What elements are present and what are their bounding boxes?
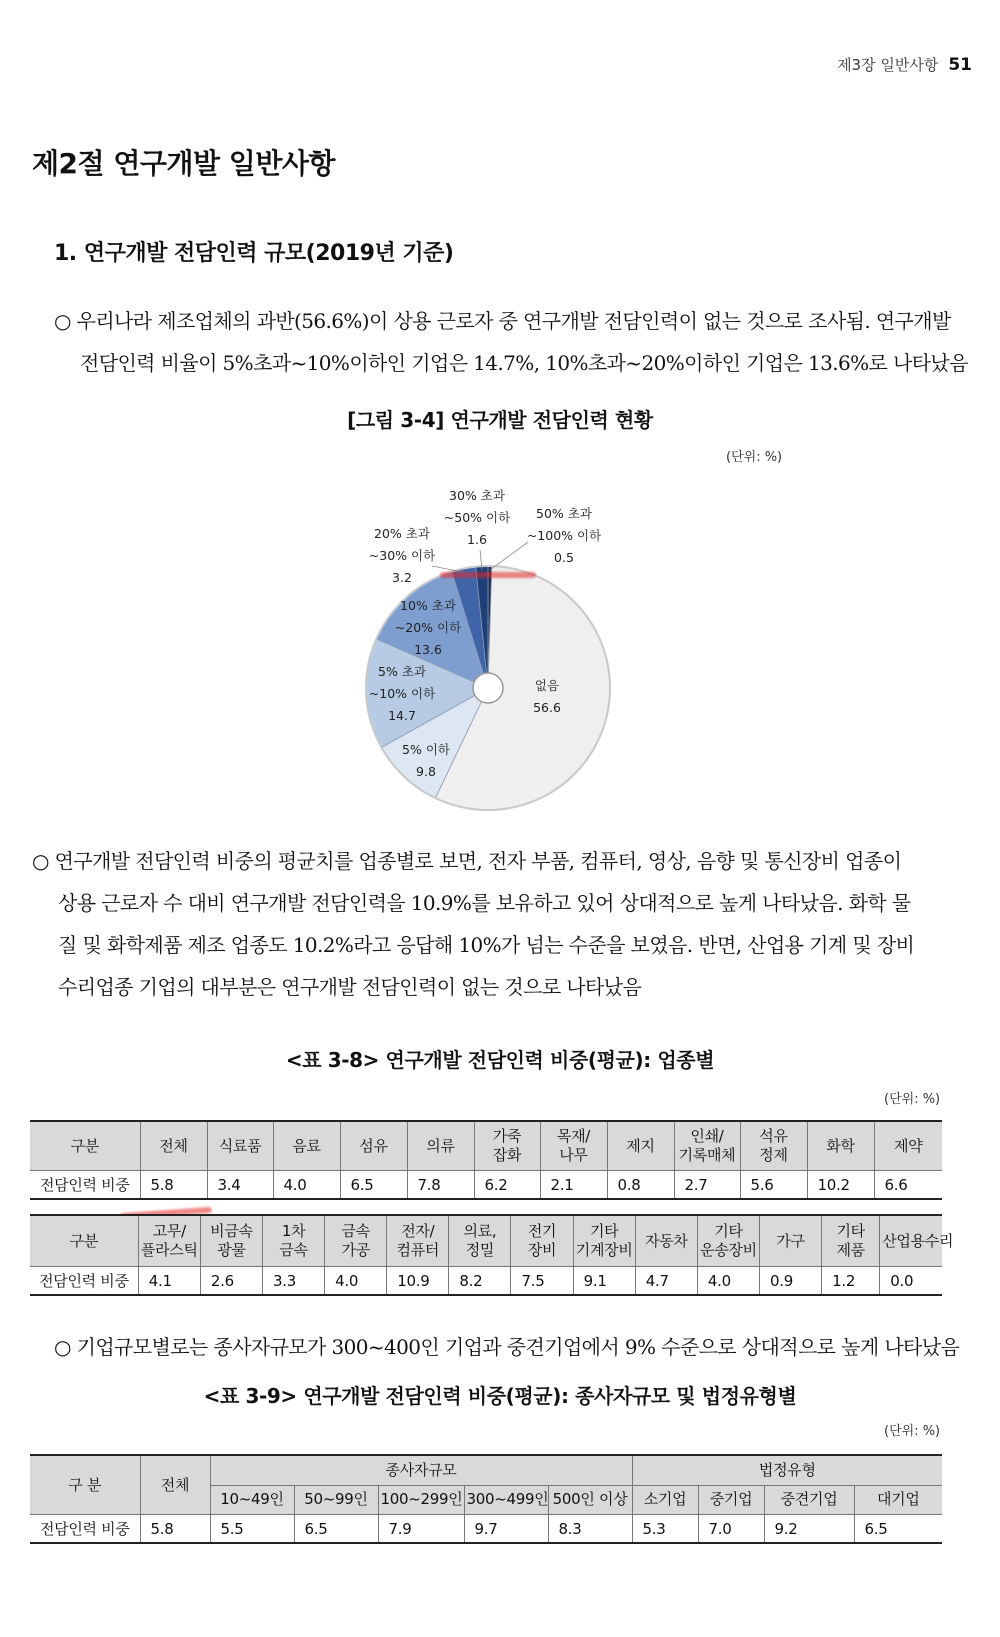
table-value-cell: 7.5	[511, 1267, 573, 1296]
pie-chart	[340, 478, 640, 838]
table-header-cell: 50~99인	[294, 1485, 378, 1515]
table-header-cell: 비금속 광물	[200, 1215, 262, 1267]
table-header-cell: 대기업	[854, 1485, 942, 1515]
pie-slice-label: 50% 초과 ~100% 이하 0.5	[526, 506, 602, 565]
table-header-cell: 의류	[407, 1121, 474, 1171]
pie-center-hole	[473, 673, 503, 703]
table-value-cell: 5.8	[140, 1171, 207, 1200]
table-value-cell: 3.4	[207, 1171, 273, 1200]
table-header-cell: 음료	[273, 1121, 340, 1171]
table-3-9-caption: <표 3-9> 연구개발 전담인력 비중(평균): 종사자규모 및 법정유형별	[203, 1384, 797, 1408]
table-header-cell: 300~499인	[464, 1485, 548, 1515]
table-header-cell: 금속 가공	[325, 1215, 387, 1267]
table-value-cell: 6.5	[294, 1515, 378, 1544]
table-header-cell: 섬유	[340, 1121, 407, 1171]
table-header-cell: 구분	[30, 1121, 140, 1171]
table-value-cell: 7.9	[378, 1515, 464, 1544]
table-header-cell: 500인 이상	[548, 1485, 632, 1515]
pie-slice-label: 없음 56.6	[533, 678, 561, 715]
table-header-cell: 석유 정제	[740, 1121, 807, 1171]
table-header-cell: 소기업	[632, 1485, 698, 1515]
paragraph-2	[32, 840, 944, 1008]
table-value-cell: 0.0	[880, 1267, 942, 1296]
table-header-cell: 화학	[807, 1121, 874, 1171]
col-group-legal-type: 법정유형	[632, 1455, 942, 1485]
table-value-cell: 2.6	[200, 1267, 262, 1296]
pie-slice-label: 30% 초과 ~50% 이하 1.6	[443, 488, 511, 547]
table-value-cell: 4.0	[273, 1171, 340, 1200]
table-value-cell: 4.1	[138, 1267, 200, 1296]
col-header-total: 전체	[140, 1455, 210, 1515]
col-header-gubun: 구 분	[30, 1455, 140, 1515]
page-number: 51	[948, 55, 972, 75]
subsection-title: 1. 연구개발 전담인력 규모(2019년 기준)	[54, 241, 454, 266]
paragraph-line: ○ 기업규모별로는 종사자규모가 300~400인 기업과 중견기업에서 9% 수준으로 상대적으로 높게 나타났음	[54, 1335, 960, 1359]
table-value-cell: 2.7	[674, 1171, 740, 1200]
paragraph-line: ○ 우리나라 제조업체의 과반(56.6%)이 상용 근로자 중 연구개발 전담인력이 없는 것으로 조사됨. 연구개발	[54, 309, 951, 333]
table-header-cell: 중견기업	[764, 1485, 854, 1515]
pie-slice-label: 5% 이하 9.8	[402, 742, 450, 779]
table-value-cell: 8.3	[548, 1515, 632, 1544]
table-value-cell: 10.9	[387, 1267, 449, 1296]
table-value-cell: 10.2	[807, 1171, 874, 1200]
table-header-cell: 제지	[607, 1121, 674, 1171]
table-3-8-part-2	[30, 1214, 954, 1296]
table-header-cell: 자동차	[635, 1215, 697, 1267]
table-value-cell: 4.0	[697, 1267, 759, 1296]
table-header-cell: 의료, 정밀	[449, 1215, 511, 1267]
table-value-cell: 9.2	[764, 1515, 854, 1544]
table-value-cell: 5.8	[140, 1515, 210, 1544]
table-header-cell: 산업용수리	[880, 1215, 942, 1267]
table-value-cell: 1.2	[822, 1267, 880, 1296]
table-value-cell: 6.2	[474, 1171, 540, 1200]
table-header-cell: 중기업	[698, 1485, 764, 1515]
pie-slice-label: 20% 초과 ~30% 이하 3.2	[368, 526, 436, 585]
table-value-cell: 9.7	[464, 1515, 548, 1544]
table-header-cell: 가죽 잡화	[474, 1121, 540, 1171]
table-value-cell: 5.6	[740, 1171, 807, 1200]
row-label: 전담인력 비중	[30, 1515, 140, 1544]
table-value-cell: 5.3	[632, 1515, 698, 1544]
row-label: 전담인력 비중	[30, 1171, 140, 1200]
table-header-cell: 기타 운송장비	[697, 1215, 759, 1267]
table-value-cell: 4.0	[325, 1267, 387, 1296]
table-header-cell: 전자/ 컴퓨터	[387, 1215, 449, 1267]
table-value-cell: 6.5	[854, 1515, 942, 1544]
figure-unit: (단위: %)	[726, 450, 783, 465]
table-header-cell: 가구	[759, 1215, 821, 1267]
table-value-cell: 4.7	[635, 1267, 697, 1296]
table-3-9-unit: (단위: %)	[884, 1424, 941, 1439]
table-3-8-part-1	[30, 1120, 942, 1200]
paragraph-line: 전담인력 비율이 5%초과~10%이하인 기업은 14.7%, 10%초과~20%이하인 기업은 13.6%로 나타났음	[80, 351, 968, 375]
pie-leader-line	[490, 542, 528, 570]
table-3-8-caption: <표 3-8> 연구개발 전담인력 비중(평균): 업종별	[285, 1048, 715, 1072]
figure-caption: [그림 3-4] 연구개발 전담인력 현황	[347, 408, 653, 432]
pie-slice-label: 5% 초과 ~10% 이하 14.7	[368, 664, 436, 723]
paragraph-line: 질 및 화학제품 제조 업종도 10.2%라고 응답해 10%가 넘는 수준을 보였음. 반면, 산업용 기계 및 장비	[58, 933, 915, 957]
col-group-employee-size: 종사자규모	[210, 1455, 632, 1485]
table-header-cell: 기타 제품	[822, 1215, 880, 1267]
table-3-8-unit: (단위: %)	[884, 1092, 941, 1107]
row-label: 전담인력 비중	[30, 1267, 138, 1296]
running-header	[837, 54, 972, 75]
table-value-cell: 7.8	[407, 1171, 474, 1200]
paragraph-1	[54, 300, 968, 384]
table-value-cell: 7.0	[698, 1515, 764, 1544]
table-value-cell: 6.6	[874, 1171, 942, 1200]
red-highlight-mark	[440, 572, 536, 578]
table-value-cell: 0.9	[759, 1267, 821, 1296]
table-header-cell: 1차 금속	[262, 1215, 324, 1267]
paragraph-line: ○ 연구개발 전담인력 비중의 평균치를 업종별로 보면, 전자 부품, 컴퓨터, 영상, 음향 및 통신장비 업종이	[32, 849, 902, 873]
paragraph-line: 수리업종 기업의 대부분은 연구개발 전담인력이 없는 것으로 나타났음	[58, 975, 642, 999]
table-header-cell: 전기 장비	[511, 1215, 573, 1267]
table-header-cell: 고무/ 플라스틱	[138, 1215, 200, 1267]
table-value-cell: 5.5	[210, 1515, 294, 1544]
table-value-cell: 6.5	[340, 1171, 407, 1200]
paragraph-line: 상용 근로자 수 대비 연구개발 전담인력을 10.9%를 보유하고 있어 상대적으로 높게 나타났음. 화학 물	[58, 891, 911, 915]
table-3-9	[30, 1454, 942, 1544]
paragraph-3	[54, 1326, 960, 1368]
table-value-cell: 0.8	[607, 1171, 674, 1200]
table-header-cell: 기타 기계장비	[573, 1215, 635, 1267]
table-header-cell: 인쇄/ 기록매체	[674, 1121, 740, 1171]
table-header-cell: 식료품	[207, 1121, 273, 1171]
table-header-cell: 100~299인	[378, 1485, 464, 1515]
table-header-cell: 제약	[874, 1121, 942, 1171]
section-title: 제2절 연구개발 일반사항	[32, 147, 335, 180]
table-header-cell: 구분	[30, 1215, 138, 1267]
table-header-cell: 목재/ 나무	[540, 1121, 607, 1171]
table-value-cell: 8.2	[449, 1267, 511, 1296]
table-header-cell: 10~49인	[210, 1485, 294, 1515]
table-header-cell: 전체	[140, 1121, 207, 1171]
table-value-cell: 2.1	[540, 1171, 607, 1200]
chapter-label: 제3장 일반사항	[837, 56, 939, 74]
table-value-cell: 9.1	[573, 1267, 635, 1296]
table-value-cell: 3.3	[262, 1267, 324, 1296]
pie-slice-label: 10% 초과 ~20% 이하 13.6	[394, 598, 462, 657]
